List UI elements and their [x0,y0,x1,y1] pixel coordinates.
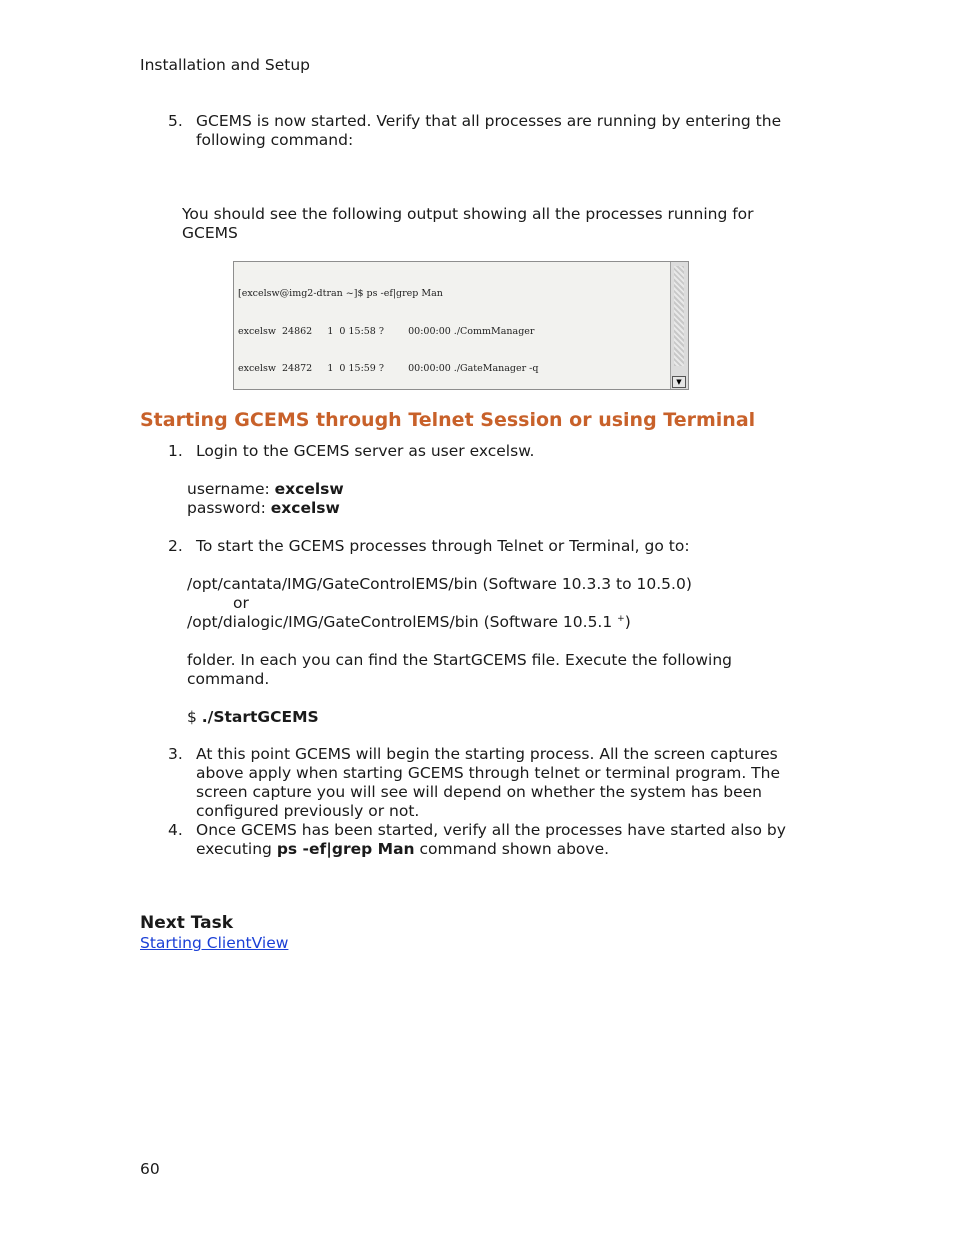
scroll-down-arrow-icon: ▼ [672,376,686,388]
running-header: Installation and Setup [140,56,310,74]
terminal-line: excelsw 24862 1 0 15:58 ? 00:00:00 ./CommManager [238,325,535,337]
step-3-line4: configured previously or not. [196,802,420,820]
terminal-line: excelsw 24872 1 0 15:59 ? 00:00:00 ./GateManager -q [238,363,539,374]
step-3-line2: above apply when starting GCEMS through telnet or terminal program. The [196,764,781,782]
command-prompt: $ [187,708,202,726]
start-command [187,708,319,726]
step-3-number: 3. [168,745,183,763]
step-4-line1: Once GCEMS has been started, verify all the processes have started also by [196,821,786,839]
page-number: 60 [140,1160,160,1178]
step-4-suffix: command shown above. [414,840,610,858]
username-value: excelsw [274,480,344,498]
step-3-line1: At this point GCEMS will begin the starting process. All the screen captures [196,745,778,763]
scrollbar-track [674,266,684,366]
terminal-line: [excelsw@img2-dtran ~]$ ps -ef|grep Man [238,288,443,299]
step-5-line1: GCEMS is now started. Verify that all processes are running by entering the [196,112,782,130]
username-label: username: [187,480,275,498]
path-dialogic [187,613,631,631]
plus-superscript: + [617,613,625,624]
section-heading: Starting GCEMS through Telnet Session or using Terminal [140,409,756,431]
step-2-number: 2. [168,537,183,555]
step-1-number: 1. [168,442,183,460]
step-5-line2: following command: [196,131,354,149]
password-label: password: [187,499,271,517]
password-value: excelsw [270,499,340,517]
step-4-command: ps -ef|grep Man [276,840,415,858]
or-text: or [233,594,249,612]
step-4-prefix: executing [196,840,277,858]
path-cantata: /opt/cantata/IMG/GateControlEMS/bin (Software 10.3.3 to 10.5.0) [187,575,692,593]
step-3-line3: screen capture you will see will depend on whether the system has been [196,783,762,801]
next-task-heading: Next Task [140,913,234,933]
username-line [187,480,344,498]
folder-line1: folder. In each you can find the StartGCEMS file. Execute the following [187,651,732,669]
output-note-line2: GCEMS [182,224,238,242]
output-note-line1: You should see the following output showing all the processes running for [182,205,754,223]
step-2-text: To start the GCEMS processes through Telnet or Terminal, go to: [196,537,690,555]
step-1-text: Login to the GCEMS server as user excelsw. [196,442,535,460]
path-dialogic-close: ) [624,613,631,631]
terminal-screenshot [233,261,689,390]
step-4-line2 [196,840,609,858]
folder-line2: command. [187,670,270,688]
step-4-number: 4. [168,821,183,839]
terminal-output [238,263,649,390]
starting-clientview-link[interactable]: Starting ClientView [140,934,289,952]
step-5-number: 5. [168,112,183,130]
terminal-scrollbar [670,262,688,389]
path-dialogic-text: /opt/dialogic/IMG/GateControlEMS/bin (Software 10.5.1 [187,613,618,631]
password-line [187,499,340,517]
command-text: ./StartGCEMS [201,708,319,726]
